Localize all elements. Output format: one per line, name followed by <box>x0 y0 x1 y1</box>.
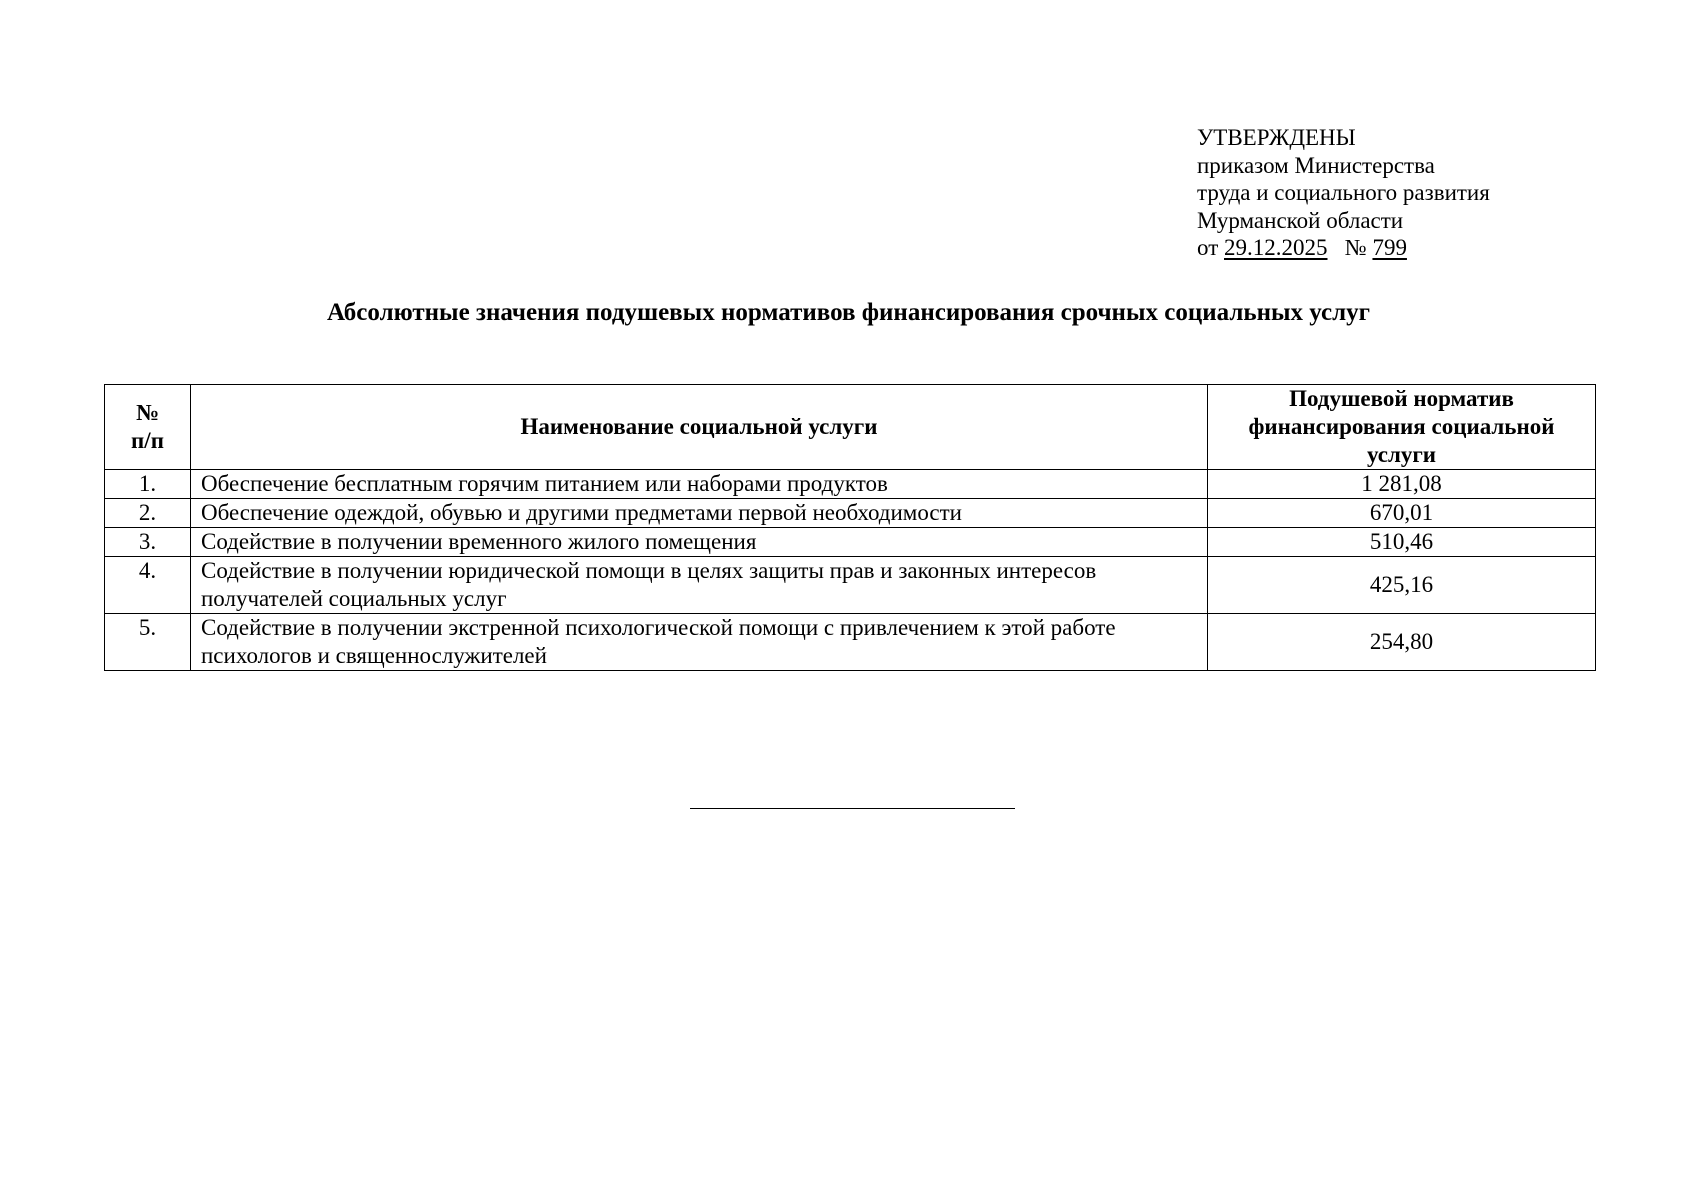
services-table <box>104 384 1596 671</box>
approval-stamp <box>1197 124 1490 262</box>
table-row <box>105 614 1596 671</box>
header-number <box>105 385 191 470</box>
table-header-row <box>105 385 1596 470</box>
row-norm-value: 670,01 <box>1208 499 1596 528</box>
table-row <box>105 528 1596 557</box>
approval-line-region: Мурманской области <box>1197 207 1404 233</box>
table-row <box>105 557 1596 614</box>
number-prefix: № <box>1344 235 1367 260</box>
approval-line-ministry: труда и социального развития <box>1197 180 1490 205</box>
row-norm-value: 1 281,08 <box>1208 470 1596 499</box>
row-number: 1. <box>105 470 191 499</box>
approval-line-order: приказом Министерства <box>1197 152 1435 178</box>
row-norm-value: 510,46 <box>1208 528 1596 557</box>
row-number: 4. <box>105 557 191 614</box>
approval-date-line <box>1197 234 1490 262</box>
row-number: 3. <box>105 528 191 557</box>
approval-number: 799 <box>1372 235 1407 260</box>
row-service-name: Обеспечение одеждой, обувью и другими предметами первой необходимости <box>191 499 1208 528</box>
header-number-abbr: п/п <box>131 428 164 453</box>
row-number: 5. <box>105 614 191 671</box>
closing-line <box>690 808 1015 809</box>
header-norm-value: Подушевой норматив финансирования социальной услуги <box>1208 385 1596 470</box>
table-row <box>105 470 1596 499</box>
row-norm-value: 254,80 <box>1208 614 1596 671</box>
header-number-symbol: № <box>135 400 160 425</box>
row-norm-value: 425,16 <box>1208 557 1596 614</box>
row-service-name: Обеспечение бесплатным горячим питанием или наборами продуктов <box>191 470 1208 499</box>
approval-date: 29.12.2025 <box>1224 235 1328 260</box>
row-service-name: Содействие в получении временного жилого помещения <box>191 528 1208 557</box>
row-service-name: Содействие в получении юридической помощи в целях защиты прав и законных интересов получателей социальных услуг <box>191 557 1208 614</box>
date-prefix: от <box>1197 235 1219 260</box>
table-row <box>105 499 1596 528</box>
header-service-name: Наименование социальной услуги <box>191 385 1208 470</box>
approval-heading: УТВЕРЖДЕНЫ <box>1197 125 1356 150</box>
document-title: Абсолютные значения подушевых нормативов финансирования срочных социальных услуг <box>327 299 1370 326</box>
row-number: 2. <box>105 499 191 528</box>
row-service-name: Содействие в получении экстренной психологической помощи с привлечением к этой работе психологов и священнослужителей <box>191 614 1208 671</box>
